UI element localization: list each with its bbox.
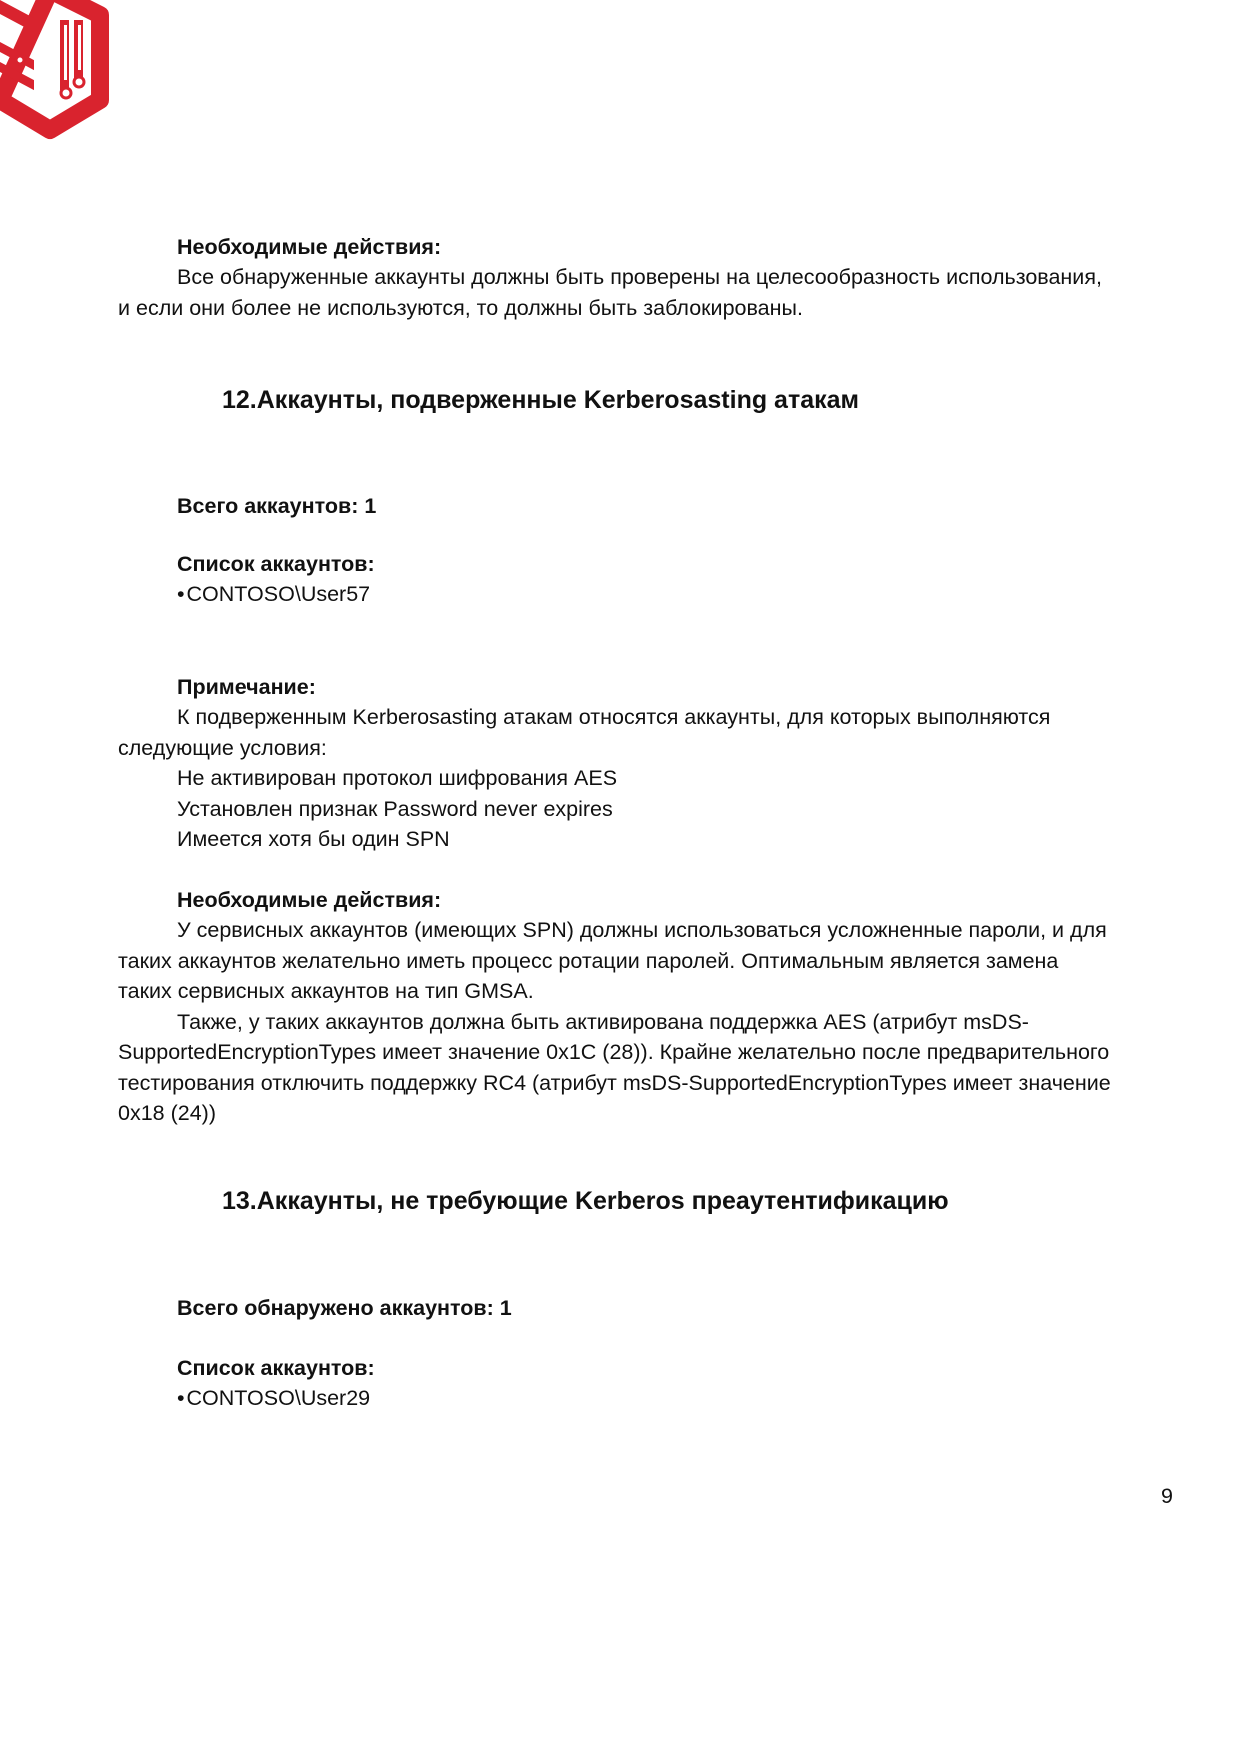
text-line: Также, у таких аккаунтов должна быть активирована поддержка AES (атрибут msDS- (177, 1009, 1029, 1034)
text-line: таких сервисных аккаунтов на тип GMSA. (118, 979, 534, 1003)
section-12-note-heading: Примечание: (177, 675, 316, 699)
page-number: 9 (1161, 1484, 1173, 1508)
condition-item: Установлен признак Password never expires (177, 796, 613, 821)
section-13-list-heading: Список аккаунтов: (177, 1356, 375, 1380)
text-line: 0x18 (24)) (118, 1101, 216, 1125)
section-12-actions-heading: Необходимые действия: (177, 888, 442, 912)
section-13-title: 13.Аккаунты, не требующие Kerberos преаутентификацию (222, 1187, 949, 1215)
condition-item: Имеется хотя бы один SPN (177, 827, 450, 851)
section-12-actions-paragraph (118, 915, 1168, 1129)
section-12-title: 12.Аккаунты, подверженные Kerberosasting атакам (222, 386, 860, 414)
prev-actions-heading: Необходимые действия: (177, 235, 442, 259)
account-list-item: • CONTOSO\User57 (177, 579, 370, 610)
condition-item: Не активирован протокол шифрования AES (177, 766, 618, 790)
section-12-total: Всего аккаунтов: 1 (177, 494, 377, 518)
text-line: Все обнаруженные аккаунты должны быть проверены на целесообразность использования, (177, 265, 1102, 289)
section-12-note-paragraph (118, 702, 1168, 855)
text-line: таких аккаунтов желательно иметь процесс ротации паролей. Оптимальным является замена (118, 948, 1059, 973)
section-12-list-heading: Список аккаунтов: (177, 552, 375, 576)
company-logo-icon (0, 0, 110, 140)
account-list-item: • CONTOSO\User29 (177, 1383, 370, 1414)
prev-actions-paragraph (118, 262, 1168, 323)
text-line: тестирования отключить поддержку RC4 (атрибут msDS-SupportedEncryptionTypes имеет значение (118, 1070, 1111, 1095)
text-line: следующие условия: (118, 735, 327, 760)
section-13-total: Всего обнаружено аккаунтов: 1 (177, 1296, 512, 1320)
text-line: и если они более не используются, то должны быть заблокированы. (118, 295, 803, 320)
text-line: К подверженным Kerberosasting атакам относятся аккаунты, для которых выполняются (177, 705, 1051, 729)
text-line: SupportedEncryptionTypes имеет значение 0x1C (28)). Крайне желательно после предварительного (118, 1040, 1110, 1064)
text-line: У сервисных аккаунтов (имеющих SPN) должны использоваться усложненные пароли, и для (177, 918, 1107, 942)
